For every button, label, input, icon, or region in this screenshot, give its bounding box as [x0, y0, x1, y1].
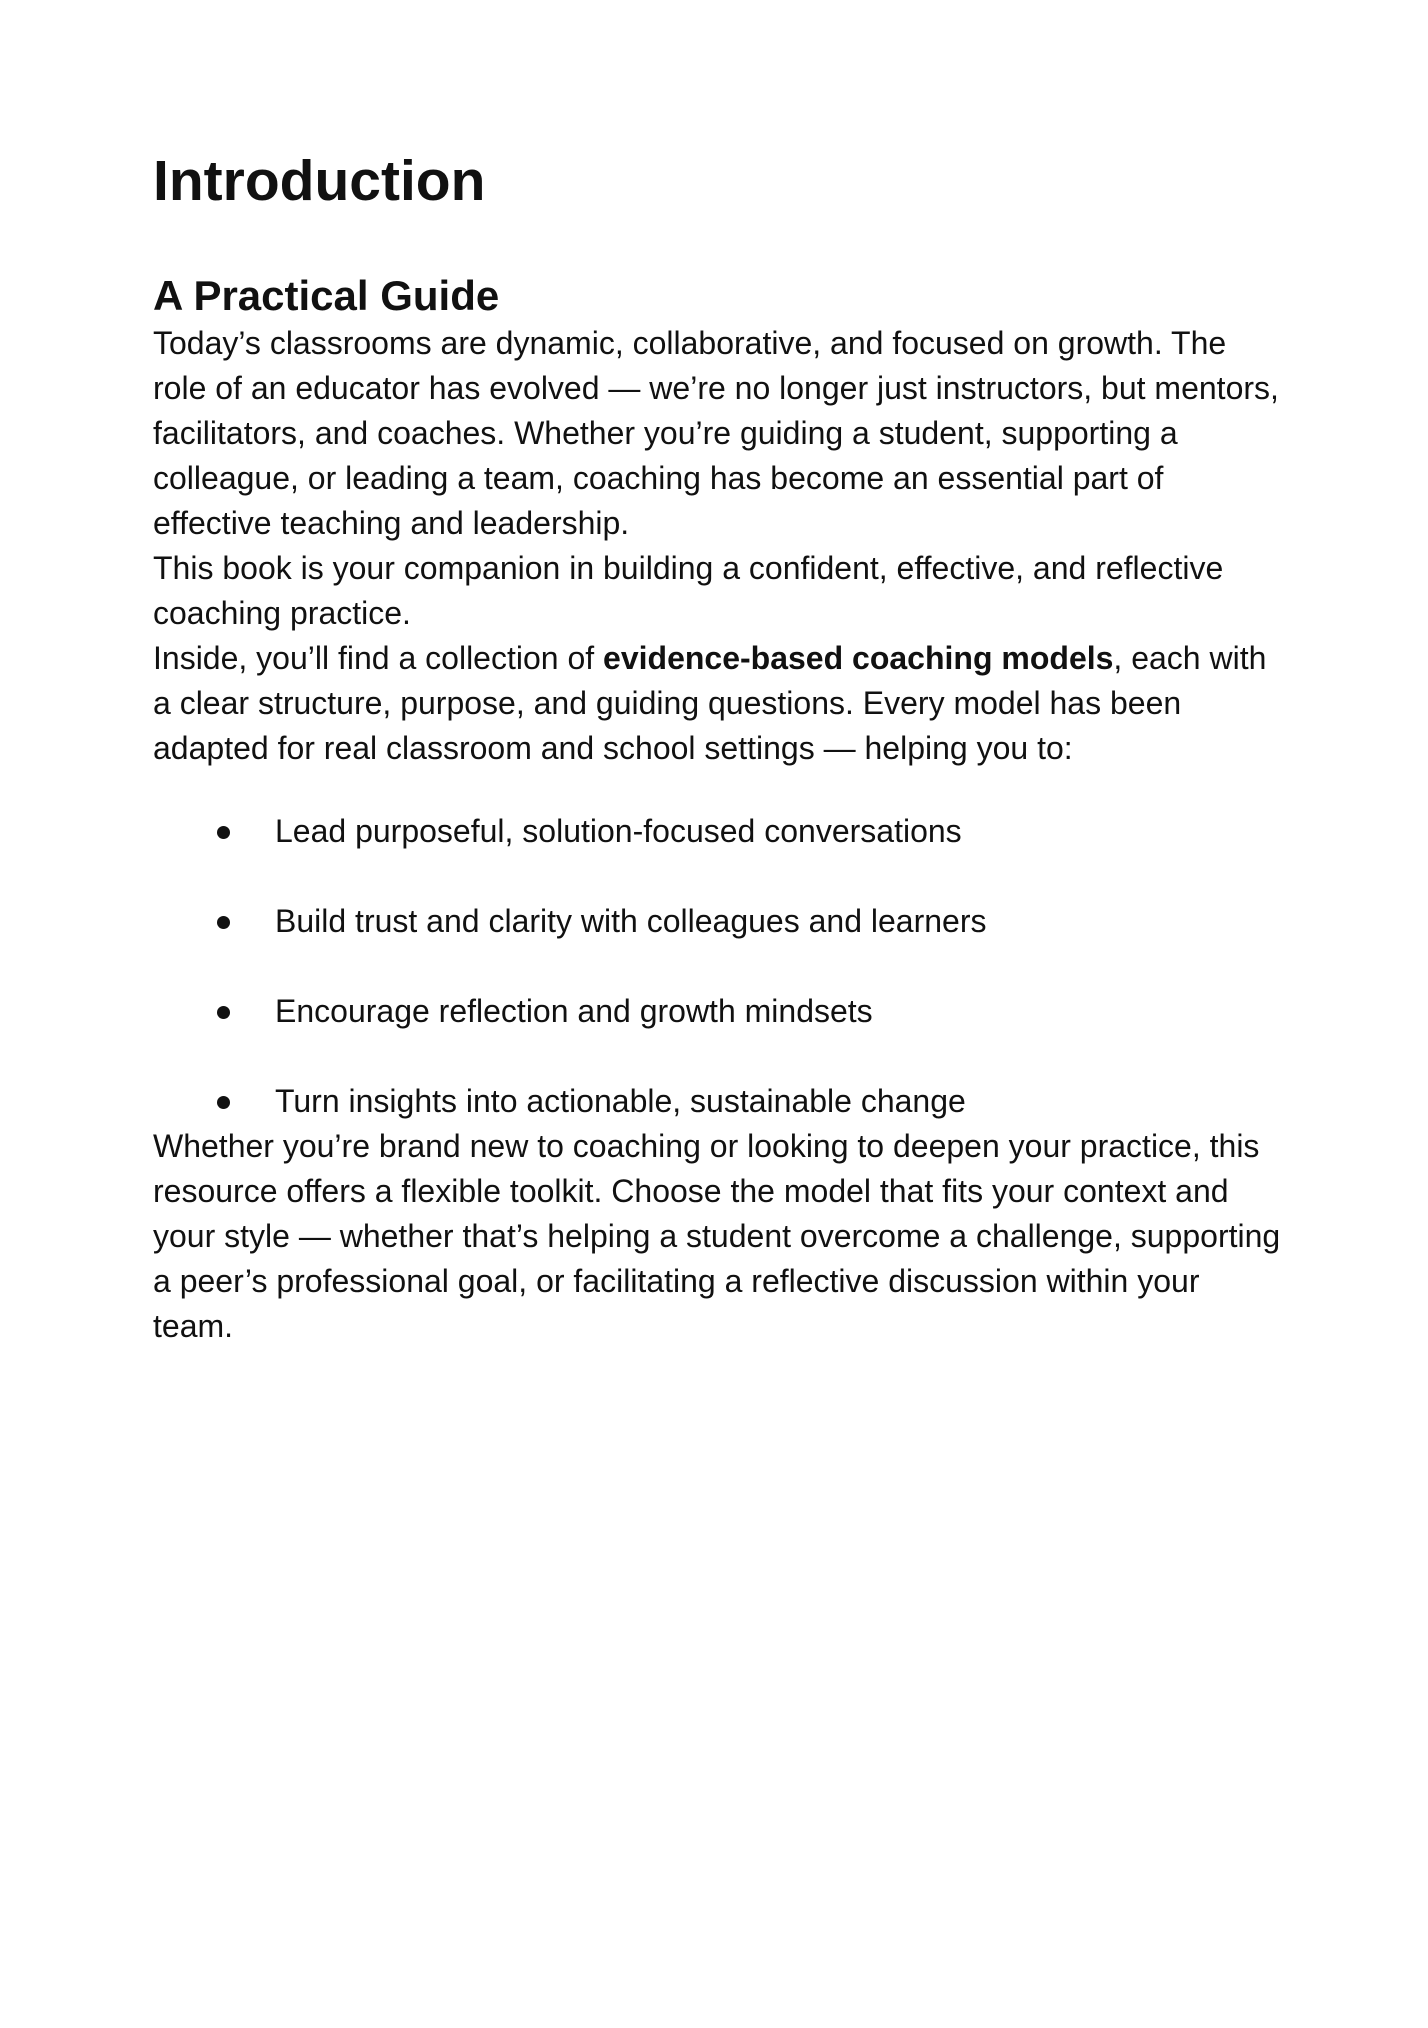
bullet-icon	[217, 916, 230, 929]
list-item-text: Encourage reflection and growth mindsets	[275, 993, 873, 1030]
models-paragraph-rest: , each with a clear structure, purpose, and guiding questions. Every model has been adapted for real classroom and school settings — helping you to:	[153, 640, 1267, 767]
models-paragraph-lead: Inside, you’ll find a collection of	[153, 640, 604, 677]
bullet-icon	[217, 1006, 230, 1019]
list-item	[153, 809, 1283, 854]
list-item-text: Lead purposeful, solution-focused conversations	[275, 813, 962, 850]
list-item	[153, 899, 1283, 944]
bullet-icon	[217, 826, 230, 839]
document-page	[153, 150, 1283, 1349]
models-paragraph-emphasis: evidence-based coaching models	[603, 640, 1114, 677]
models-paragraph	[153, 636, 1283, 771]
intro-paragraph: Today’s classrooms are dynamic, collaborative, and focused on growth. The role of an educator has evolved — we’re no longer just instructors, but mentors, facilitators, and coaches. Whether you’re guiding a student, supporting a colleague, or leading a team, coaching has become an essential part of effective teaching and leadership.	[153, 325, 1279, 542]
bullet-icon	[217, 1096, 230, 1109]
page-subtitle: A Practical Guide	[153, 271, 500, 319]
companion-paragraph: This book is your companion in building a confident, effective, and reflective coaching practice.	[153, 550, 1224, 632]
benefits-list	[153, 809, 1283, 1124]
list-item-text: Build trust and clarity with colleagues and learners	[275, 903, 987, 940]
page-title: Introduction	[153, 149, 486, 213]
toolkit-paragraph: Whether you’re brand new to coaching or looking to deepen your practice, this resource offers a flexible toolkit. Choose the model that fits your context and your style — whether that’s helping a student overcome a challenge, supporting a peer’s professional goal, or facilitating a reflective discussion within your team.	[153, 1128, 1281, 1345]
list-item	[153, 989, 1283, 1034]
list-item-text: Turn insights into actionable, sustainable change	[275, 1083, 966, 1120]
list-item	[153, 1079, 1283, 1124]
